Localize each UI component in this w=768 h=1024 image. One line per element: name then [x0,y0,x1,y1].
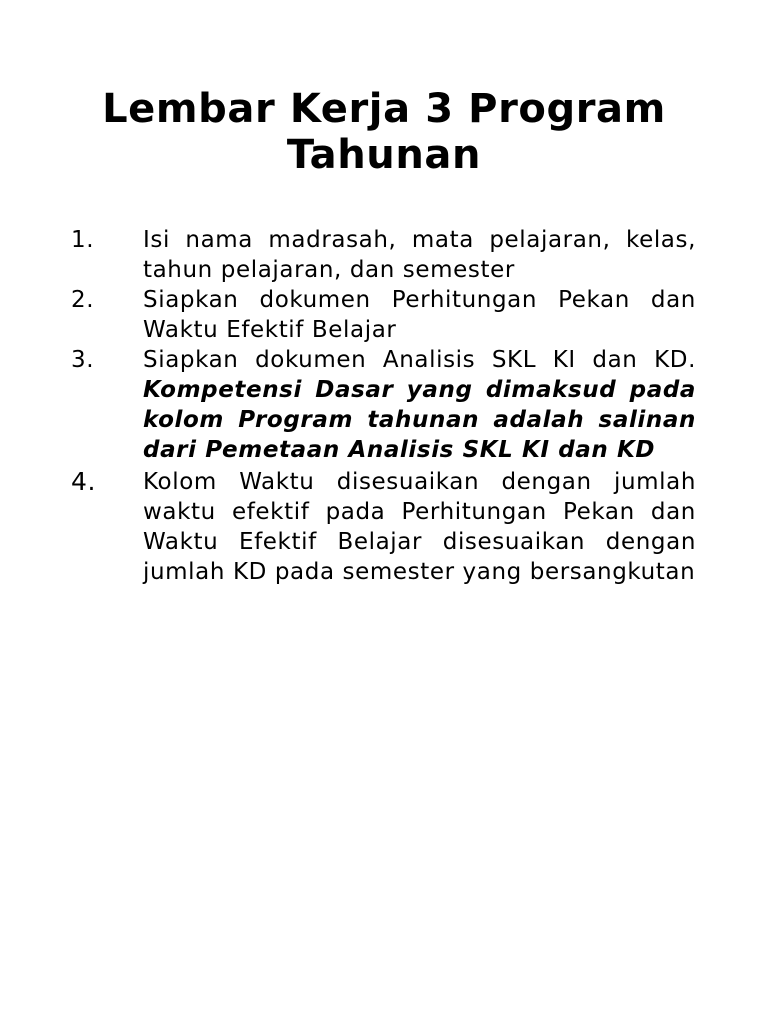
item-text: Siapkan dokumen Analisis SKL KI dan KD. [143,347,696,373]
list-item [0,467,768,587]
list-item [0,225,768,285]
list-item [0,285,768,345]
document-title: Lembar Kerja 3 Program Tahunan [102,86,666,178]
item-number: 4. [71,467,97,496]
item-text: Isi nama madrasah, mata pelajaran, kelas, tahun pelajaran, dan semester [143,227,696,283]
item-number: 2. [71,287,95,313]
item-number: 1. [71,227,95,253]
item-text-container [143,345,696,465]
item-emphasis-text: Kompetensi Dasar yang dimaksud pada kolom Program tahunan adalah salinan dari Pemetaan Analisis SKL KI dan KD [143,377,696,463]
item-text: Siapkan dokumen Perhitungan Pekan dan Waktu Efektif Belajar [143,287,696,343]
item-text: Kolom Waktu disesuaikan dengan jumlah waktu efektif pada Perhitungan Pekan dan Waktu Efektif Belajar disesuaikan dengan jumlah KD pada semester yang bersangkutan [143,469,696,585]
instruction-list [0,225,768,587]
item-number: 3. [71,347,95,373]
list-item [0,345,768,465]
